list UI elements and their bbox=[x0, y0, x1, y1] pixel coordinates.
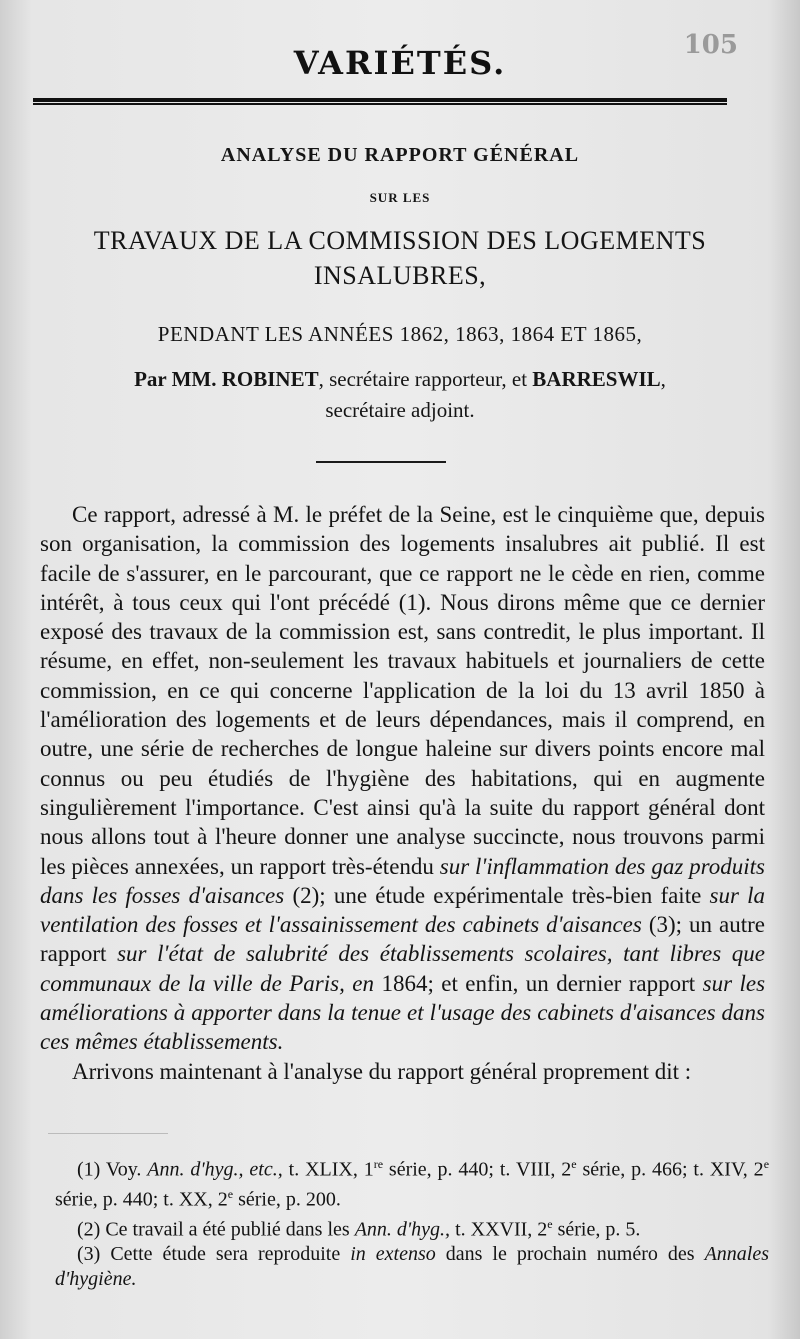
article-title-line4: INSALUBRES, bbox=[313, 261, 487, 290]
short-divider bbox=[316, 461, 446, 463]
author-barreswil-role: secrétaire adjoint. bbox=[325, 398, 475, 422]
page-number: 105 bbox=[683, 30, 738, 60]
article-body bbox=[40, 500, 765, 1086]
author-robinet-role: , secrétaire rapporteur, et bbox=[318, 367, 528, 391]
section-title: VARIÉTÉS. bbox=[293, 44, 507, 82]
footnotes bbox=[55, 1152, 769, 1291]
article-title-line5: PENDANT LES ANNÉES 1862, 1863, 1864 ET 1865, bbox=[157, 322, 643, 346]
authors-comma: , bbox=[660, 367, 666, 391]
article-title-line1: ANALYSE DU RAPPORT GÉNÉRAL bbox=[220, 144, 580, 166]
paragraph-2: Arrivons maintenant à l'analyse du rapport général proprement dit : bbox=[72, 1058, 692, 1084]
footnote-rule bbox=[48, 1133, 168, 1134]
authors-line bbox=[0, 367, 800, 392]
footnote-2: (2) Ce travail a été publié dans les Ann. d'hyg., t. XXVII, 2e série, p. 5. bbox=[77, 1217, 641, 1241]
double-rule-divider bbox=[33, 98, 727, 105]
authors-prefix: Par MM. bbox=[134, 367, 217, 391]
article-title-line2: SUR LES bbox=[369, 190, 431, 205]
article-title-line3: TRAVAUX DE LA COMMISSION DES LOGEMENTS bbox=[93, 226, 707, 255]
footnote-1: (1) Voy. Ann. d'hyg., etc., t. XLIX, 1re série, p. 440; t. VIII, 2e série, p. 466; t. XIV, 2e série, p. 440; t. XX, 2e série, p. 200. bbox=[55, 1157, 770, 1211]
paragraph-1: Ce rapport, adressé à M. le préfet de la Seine, est le cinquième que, depuis son organisation, la commission des logements insalubres ait publié. Il est facile de s'assurer, en le parcourant, que ce rapport ne le cède en rien, comme intérêt, à tous ceux qui l'ont précédé (1). Nous dirons même que ce dernier exposé des travaux de la commission est, sans contredit, le plus important. Il résume, en effet, non-seulement les travaux habituels et journaliers de cette commission, en ce qui concerne l'application de la loi du 13 avril 1850 à l'amélioration des logements et de leurs dépendances, mais il comprend, en outre, une série de recherches de longue haleine sur divers points encore mal connus ou peu étudiés de l'hygiène des habitations, qui en augmente singulièrement l'importance. C'est ainsi qu'à la suite du rapport général dont nous allons tout à l'heure donner une analyse succincte, nous trouvons parmi les pièces annexées, un rapport très-étendu sur l'inflammation des gaz produits dans les fosses d'aisances (2); une étude expérimentale très-bien faite sur la ventilation des fosses et l'assainissement des cabinets d'aisances (3); un autre rapport sur l'état de salubrité des établissements scolaires, tant libres que communaux de la ville de Paris, en 1864; et enfin, un dernier rapport sur les améliorations à apporter dans la tenue et l'usage des cabinets d'aisances dans ces mêmes établissements. bbox=[40, 502, 766, 1055]
author-robinet: ROBINET bbox=[221, 367, 319, 391]
author-barreswil: BARRESWIL bbox=[532, 367, 661, 391]
footnote-3: (3) Cette étude sera reproduite in extenso dans le prochain numéro des Annales d'hygiène. bbox=[55, 1243, 769, 1290]
